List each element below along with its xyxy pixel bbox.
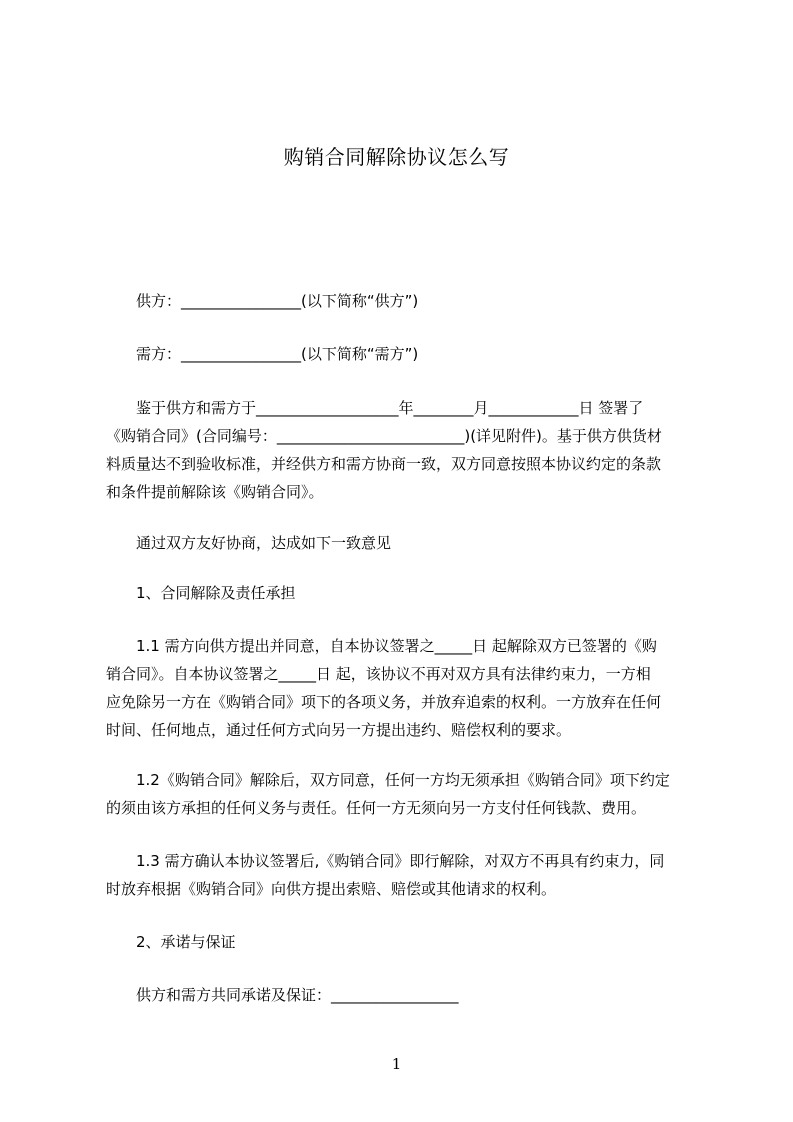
intro-line: 鉴于供方和需方于___________________年________月____________日 签署了 <box>136 399 644 417</box>
supplier-line: 供方：________________(以下简称“供方”) <box>136 292 419 310</box>
clause-line: 1.2《购销合同》解除后，双方同意，任何一方均无须承担《购销合同》项下约定 <box>136 771 670 789</box>
section-heading: 1、合同解除及责任承担 <box>136 584 296 602</box>
page-number: 1 <box>391 1055 402 1073</box>
intro-line: 料质量达不到验收标准，并经供方和需方协商一致，双方同意按照本协议约定的条款 <box>106 455 662 473</box>
clause-line: 时放弃根据《购销合同》向供方提出索赔、赔偿或其他请求的权利。 <box>106 880 557 898</box>
buyer-line: 需方：________________(以下简称“需方”) <box>136 345 419 363</box>
clause-line: 销合同》。自本协议签署之_____日 起，该协议不再对双方具有法律约束力，一方相 <box>106 665 651 683</box>
clause-line: 1.3 需方确认本协议签署后,《购销合同》即行解除，对双方不再具有约束力，同 <box>136 852 665 870</box>
clause-line: 时间、任何地点，通过任何方式向另一方提出违约、赔偿权利的要求。 <box>106 721 572 739</box>
clause-line: 应免除另一方在《购销合同》项下的各项义务，并放弃追索的权利。一方放弃在任何 <box>106 693 662 711</box>
clause-line: 1.1 需方向供方提出并同意，自本协议签署之_____日 起解除双方已签署的《购 <box>136 637 657 655</box>
section-heading: 2、承诺与保证 <box>136 933 236 951</box>
document-title: 购销合同解除协议怎么写 <box>283 145 510 169</box>
consensus-line: 通过双方友好协商，达成如下一致意见 <box>136 534 392 552</box>
guarantee-line: 供方和需方共同承诺及保证：_________________ <box>136 986 459 1004</box>
intro-line: 《购销合同》(合同编号：_________________________)(详见附件)。基于供方供货材 <box>106 427 662 445</box>
clause-line: 的须由该方承担的任何义务与责任。任何一方无须向另一方支付任何钱款、费用。 <box>106 799 647 817</box>
intro-line: 和条件提前解除该《购销合同》。 <box>106 483 324 501</box>
